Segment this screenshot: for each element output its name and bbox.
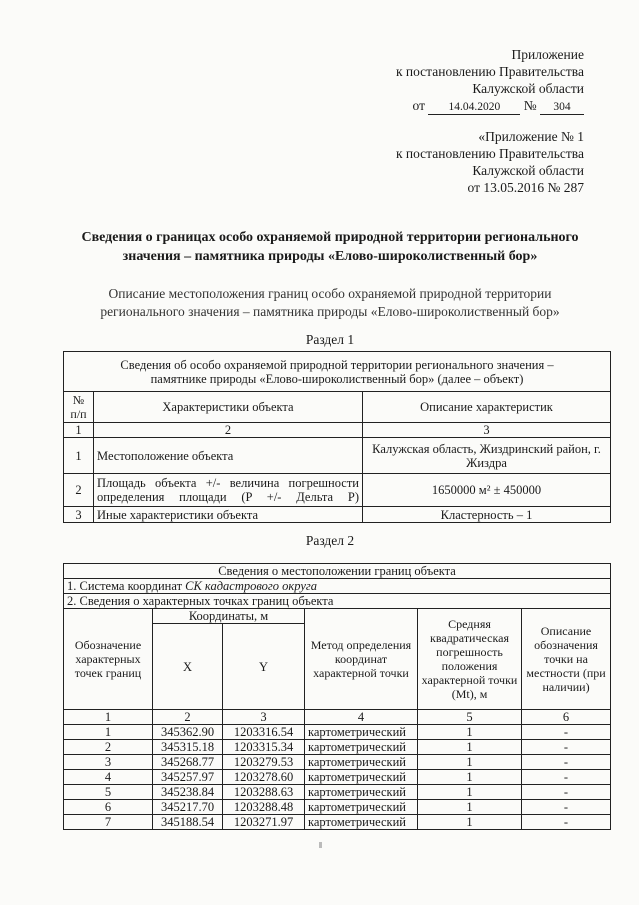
appendix-date-line xyxy=(396,97,584,115)
coord-x: 345188.54 xyxy=(153,815,223,830)
header-cell: № п/п xyxy=(64,392,94,423)
method: картометрический xyxy=(305,770,418,785)
description: - xyxy=(522,755,611,770)
row-number: 1 xyxy=(64,438,94,474)
coordinate-system-name: СК кадастрового округа xyxy=(185,579,317,593)
characteristic-value: 1650000 м² ± 450000 xyxy=(363,474,611,507)
point-id: 3 xyxy=(64,755,153,770)
method: картометрический xyxy=(305,740,418,755)
characteristic-name: Местоположение объекта xyxy=(94,438,363,474)
method: картометрический xyxy=(305,800,418,815)
section2-label: Раздел 2 xyxy=(305,533,355,548)
header-x: X xyxy=(153,624,223,710)
characteristic-name: Иные характеристики объекта xyxy=(94,507,363,523)
coord-y: 1203279.53 xyxy=(223,755,305,770)
column-number: 5 xyxy=(418,710,522,725)
characteristic-value: Калужская область, Жиздринский район, г. Жиздра xyxy=(363,438,611,474)
date-prefix: от xyxy=(412,98,425,113)
error: 1 xyxy=(418,725,522,740)
point-id: 2 xyxy=(64,740,153,755)
point-id: 7 xyxy=(64,815,153,830)
coord-x: 345362.90 xyxy=(153,725,223,740)
header-cell: Характеристики объекта xyxy=(94,392,363,423)
table-row xyxy=(64,740,611,755)
header-method: Метод определения координат характерной точки xyxy=(305,609,418,710)
coord-x: 345315.18 xyxy=(153,740,223,755)
appendix-line: Приложение xyxy=(511,47,584,62)
points-body xyxy=(64,725,611,830)
description: - xyxy=(522,770,611,785)
error: 1 xyxy=(418,785,522,800)
points-caption: 2. Сведения о характерных точках границ объекта xyxy=(64,594,611,609)
subtitle-line: регионального значения – памятника природы «Елово-широколиственный бор» xyxy=(100,304,560,319)
coord-x: 345268.77 xyxy=(153,755,223,770)
coord-y: 1203316.54 xyxy=(223,725,305,740)
header-description: Описание обозначения точки на местности (при наличии) xyxy=(522,609,611,710)
coord-x: 345217.70 xyxy=(153,800,223,815)
description: - xyxy=(522,740,611,755)
appendix-line: к постановлению Правительства xyxy=(395,64,584,79)
header-error: Средняя квадратическая погрешность положения характерной точки (Mt), м xyxy=(418,609,522,710)
point-id: 6 xyxy=(64,800,153,815)
description: - xyxy=(522,725,611,740)
table-row xyxy=(64,770,611,785)
table-caption: Сведения о местоположении границ объекта xyxy=(64,564,611,579)
caption-line: памятнике природы «Елово-широколиственный бор» (далее – объект) xyxy=(150,371,524,386)
description: - xyxy=(522,800,611,815)
coordinate-system xyxy=(64,579,611,594)
appendix-line: «Приложение № 1 xyxy=(478,129,584,144)
column-number: 4 xyxy=(305,710,418,725)
title-line: значения – памятника природы «Елово-широколиственный бор» xyxy=(122,249,538,264)
table-caption xyxy=(64,352,611,392)
table-row xyxy=(64,438,611,474)
characteristic-value: Кластерность – 1 xyxy=(363,507,611,523)
header-designation: Обозначение характерных точек границ xyxy=(64,609,153,710)
method: картометрический xyxy=(305,815,418,830)
column-number: 2 xyxy=(153,710,223,725)
table-row xyxy=(64,815,611,830)
table-row xyxy=(64,507,611,523)
coord-y: 1203278.60 xyxy=(223,770,305,785)
row-number: 2 xyxy=(64,474,94,507)
column-number: 3 xyxy=(363,423,611,438)
error: 1 xyxy=(418,755,522,770)
subtitle-line: Описание местоположения границ особо охраняемой природной территории xyxy=(108,286,552,301)
appendix-header xyxy=(396,46,584,115)
description: - xyxy=(522,785,611,800)
error: 1 xyxy=(418,800,522,815)
coord-y: 1203315.34 xyxy=(223,740,305,755)
boundary-points-table xyxy=(63,563,611,830)
point-id: 5 xyxy=(64,785,153,800)
error: 1 xyxy=(418,770,522,785)
scan-mark xyxy=(319,842,322,848)
column-number: 3 xyxy=(223,710,305,725)
object-info-table xyxy=(63,351,611,523)
characteristic-name: Площадь объекта +/- величина погрешности определения площади (P +/- Дельта P) xyxy=(94,474,363,507)
decree-number: 304 xyxy=(540,100,584,115)
column-number: 2 xyxy=(94,423,363,438)
appendix-line: к постановлению Правительства xyxy=(395,146,584,161)
coord-y: 1203288.48 xyxy=(223,800,305,815)
section1-label: Раздел 1 xyxy=(305,332,355,347)
error: 1 xyxy=(418,740,522,755)
coord-y: 1203271.97 xyxy=(223,815,305,830)
header-cell: Описание характеристик xyxy=(363,392,611,423)
column-number: 1 xyxy=(64,423,94,438)
original-appendix-header xyxy=(396,128,584,196)
appendix-line: Калужской области xyxy=(472,81,584,96)
header-coordinates: Координаты, м xyxy=(153,609,305,624)
table-row xyxy=(64,755,611,770)
method: картометрический xyxy=(305,785,418,800)
appendix-line: Калужской области xyxy=(472,163,584,178)
decree-date: 14.04.2020 xyxy=(428,100,520,115)
table-row xyxy=(64,800,611,815)
method: картометрический xyxy=(305,725,418,740)
coordinate-system-prefix: 1. Система координат xyxy=(67,579,186,593)
document-subtitle xyxy=(40,285,620,321)
coord-y: 1203288.63 xyxy=(223,785,305,800)
method: картометрический xyxy=(305,755,418,770)
description: - xyxy=(522,815,611,830)
point-id: 4 xyxy=(64,770,153,785)
table-row xyxy=(64,725,611,740)
column-number: 6 xyxy=(522,710,611,725)
caption-line: Сведения об особо охраняемой природной территории регионального значения – xyxy=(120,357,554,372)
row-number: 3 xyxy=(64,507,94,523)
coord-x: 345238.84 xyxy=(153,785,223,800)
error: 1 xyxy=(418,815,522,830)
table-row xyxy=(64,474,611,507)
coord-x: 345257.97 xyxy=(153,770,223,785)
document-title xyxy=(40,228,620,266)
header-y: Y xyxy=(223,624,305,710)
table-row xyxy=(64,785,611,800)
appendix-line: от 13.05.2016 № 287 xyxy=(467,180,584,195)
number-sign: № xyxy=(523,98,537,113)
column-number: 1 xyxy=(64,710,153,725)
point-id: 1 xyxy=(64,725,153,740)
title-line: Сведения о границах особо охраняемой природной территории регионального xyxy=(81,230,579,245)
